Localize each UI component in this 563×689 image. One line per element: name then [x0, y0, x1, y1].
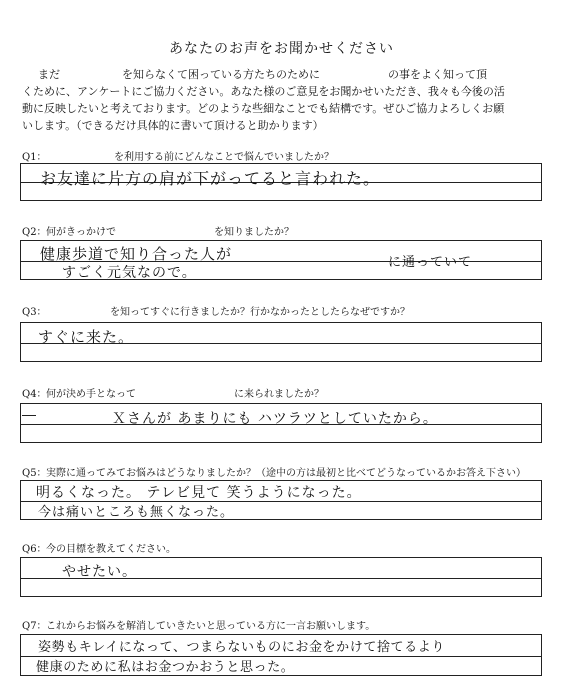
answer-1-line-1: お友達に片方の肩が下がってると言われた。	[40, 169, 381, 188]
question-number: Q3：	[22, 307, 47, 318]
answer-5-line-2: 今は痛いところも無くなった。	[38, 505, 235, 520]
question-text: これからお悩みを解消していきたいと思っている方に一言お願いします。	[46, 621, 376, 632]
question-text: を利用する前にどんなことで悩んでいましたか？	[114, 152, 334, 163]
question-2	[22, 223, 294, 238]
intro-line-1c: の事をよく知って頂	[388, 68, 487, 81]
question-number: Q1：	[22, 152, 47, 163]
question-7	[22, 617, 375, 632]
intro-line-1	[22, 66, 544, 83]
question-pre-text: 何がきっかけで	[46, 227, 116, 238]
intro-line-1a: まだ	[38, 68, 60, 81]
answer-7-line-2: 健康のために私はお金つかおうと思った。	[36, 660, 295, 675]
question-text: 今の目標を教えてください。	[46, 544, 176, 555]
question-number: Q7：	[22, 621, 47, 632]
answer-3-line-1: すぐに来た。	[38, 328, 135, 346]
question-number: Q2：	[22, 227, 47, 238]
answer-5-line-1: 明るくなった。 テレビ見て 笑うようになった。	[36, 485, 362, 501]
intro-line-4: いします。（できるだけ具体的に書いて頂けると助かります）	[22, 119, 324, 132]
intro-text	[22, 66, 544, 134]
question-4	[22, 385, 324, 400]
intro-line-1b: を知らなくて困っている方たちのために	[122, 68, 320, 81]
question-5	[22, 464, 526, 479]
question-text: を知りましたか？	[214, 227, 294, 238]
question-number: Q6：	[22, 544, 47, 555]
intro-line-2: くために、アンケートにご協力ください。あなた様のご意見をお聞かせいただき、我々も今後の活	[22, 85, 505, 98]
question-6	[22, 540, 176, 555]
page-title: あなたのお声をお聞かせください	[169, 41, 394, 57]
question-text: 実際に通ってみてお悩みはどうなりましたか？（途中の方は最初と比べてどうなっているかお答え下さい）	[46, 468, 526, 479]
answer-2-extra: に通っていて	[388, 255, 473, 270]
question-number: Q5：	[22, 468, 47, 479]
question-text: を知ってすぐに行きましたか？行かなかったとしたらなぜですか？	[110, 307, 410, 318]
intro-line-3: 動に反映したいと考えております。どのような些細なことでも結構です。ぜひご協力よろしくお願	[22, 102, 505, 115]
answer-4-dash	[22, 415, 36, 416]
question-text: に来られましたか？	[234, 389, 324, 400]
question-pre-text: 何が決め手となって	[46, 389, 136, 400]
answer-6-line-1: やせたい。	[62, 564, 137, 580]
answer-2-line-1: 健康歩道で知り合った人が	[40, 245, 233, 263]
answer-7-line-1: 姿勢もキレイになって、つまらないものにお金をかけて捨てるより	[38, 640, 445, 655]
answer-2-line-2: すごく元気なので。	[62, 265, 197, 281]
question-number: Q4：	[22, 389, 47, 400]
answer-4-line-1: Ｘさんが あまりにも ハツラツとしていたから。	[112, 411, 438, 427]
question-3	[22, 303, 410, 318]
question-1	[22, 148, 334, 163]
